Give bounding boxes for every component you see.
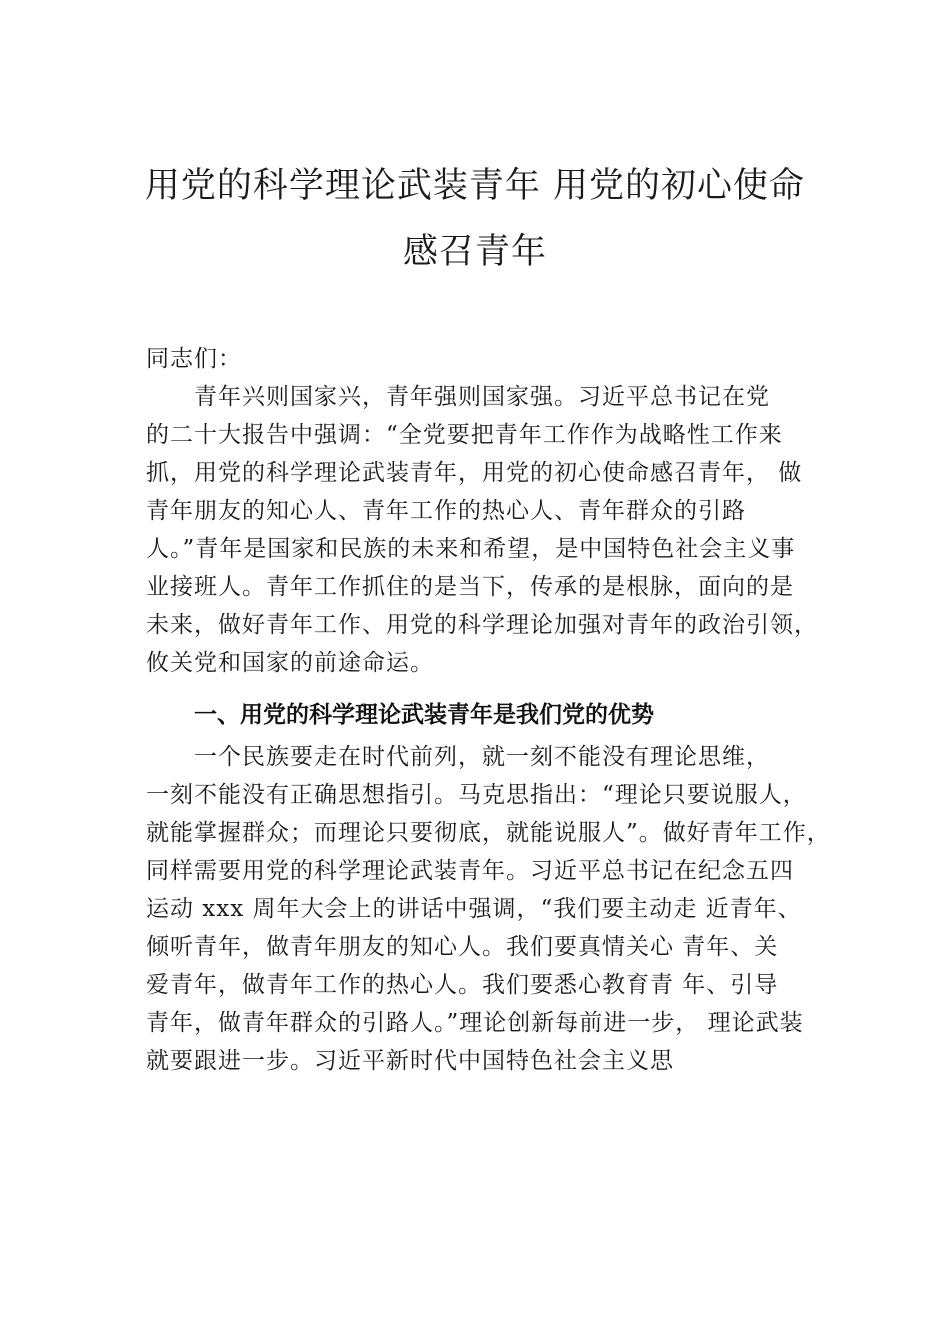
paragraph-2-line: 一个民族要走在时代前列，就一刻不能没有理论思维，: [194, 744, 770, 770]
paragraph-1-line: 人。”青年是国家和民族的未来和希望，是中国特色社会主义事: [146, 536, 796, 562]
paragraph-1-line: 攸关党和国家的前途命运。: [146, 650, 434, 676]
document-title-line-2: 感召青年: [402, 232, 547, 272]
paragraph-1-line: 青年兴则国家兴，青年强则国家强。习近平总书记在党: [194, 384, 770, 410]
paragraph-2-line: 运动 xxx 周年大会上的讲话中强调，“我们要主动走 近青年、: [146, 896, 802, 922]
paragraph-2-line: 就能掌握群众；而理论只要彻底，就能说服人”。做好青年工作，: [146, 820, 831, 846]
salutation: 同志们：: [146, 346, 242, 372]
paragraph-1-line: 的二十大报告中强调：“全党要把青年工作作为战略性工作来: [146, 422, 783, 448]
paragraph-2-line: 青年，做青年群众的引路人。”理论创新每前进一步， 理论武装: [146, 1010, 804, 1036]
paragraph-2-line: 一刻不能没有正确思想指引。马克思指出：“理论只要说服人，: [146, 782, 807, 808]
paragraph-2-line: 同样需要用党的科学理论武装青年。习近平总书记在纪念五四: [146, 858, 794, 884]
paragraph-2-line: 就要跟进一步。习近平新时代中国特色社会主义思: [146, 1048, 674, 1074]
document-title-line-1: 用党的科学理论武装青年 用党的初心使命: [144, 166, 806, 206]
paragraph-2-line: 爱青年，做青年工作的热心人。我们要悉心教育青 年、引导: [146, 972, 779, 998]
paragraph-2-line: 倾听青年，做青年朋友的知心人。我们要真情关心 青年、关: [146, 934, 779, 960]
paragraph-1-line: 业接班人。青年工作抓住的是当下，传承的是根脉，面向的是: [146, 574, 794, 600]
paragraph-1-line: 未来，做好青年工作、用党的科学理论加强对青年的政治引领，: [146, 612, 818, 638]
section-heading-1: 一、用党的科学理论武装青年是我们党的优势: [194, 702, 654, 728]
paragraph-1-line: 青年朋友的知心人、青年工作的热心人、青年群众的引路: [146, 498, 746, 524]
paragraph-1-line: 抓，用党的科学理论武装青年，用党的初心使命感召青年， 做: [146, 460, 803, 486]
